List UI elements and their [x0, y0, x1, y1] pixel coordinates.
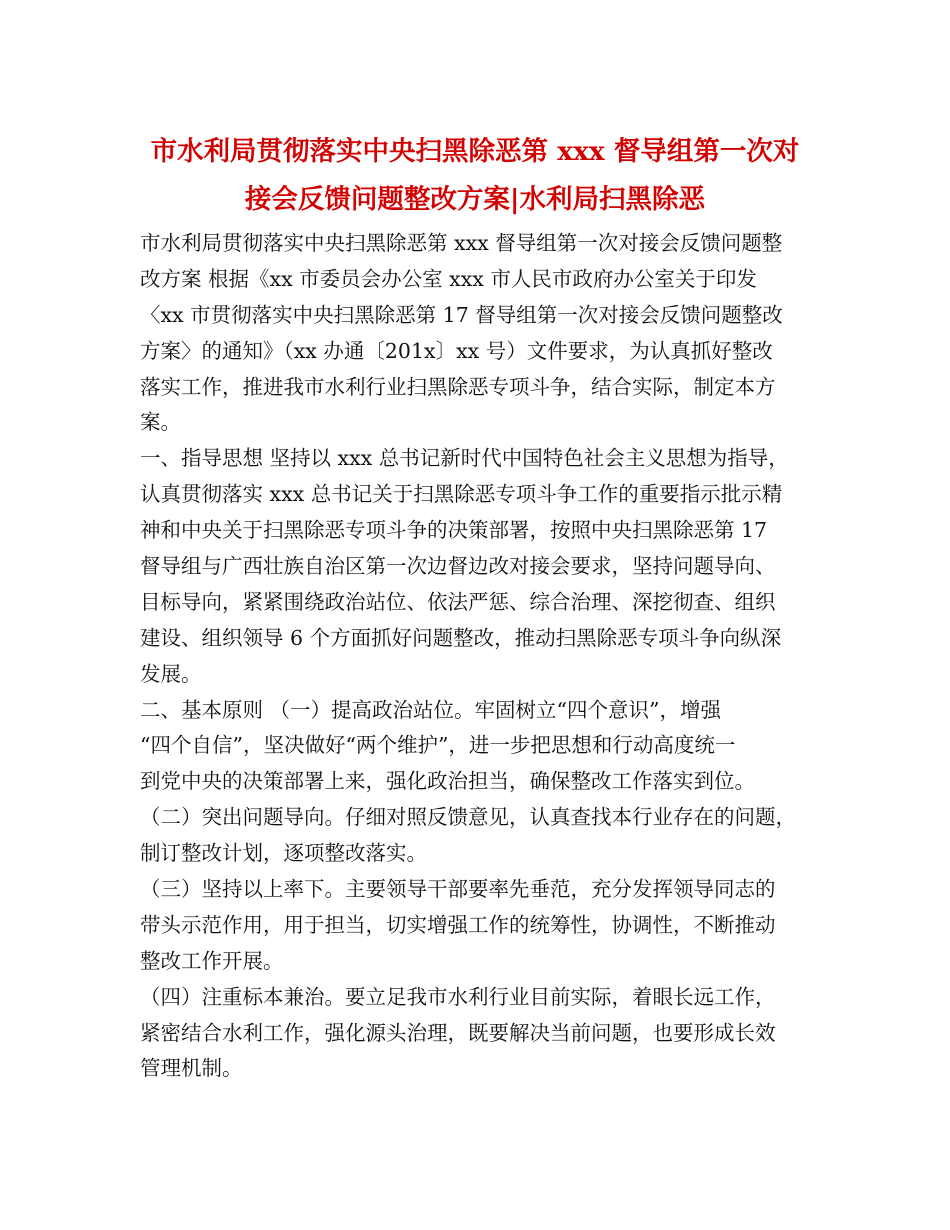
body-line: 带头示范作用，用于担当，切实增强工作的统筹性，协调性，不断推动 — [140, 912, 776, 937]
document-title — [120, 128, 830, 224]
body-line: （二）突出问题导向。仔细对照反馈意见，认真查找本行业存在的问题， — [140, 805, 796, 830]
title-line: 市水利局贯彻落实中央扫黑除恶第 xxx 督导组第一次对 — [150, 136, 800, 167]
body-line: 督导组与广西壮族自治区第一次边督边改对接会要求，坚持问题导向、 — [140, 554, 776, 579]
body-line: 落实工作，推进我市水利行业扫黑除恶专项斗争，结合实际，制定本方 — [140, 374, 776, 399]
body-line: 到党中央的决策部署上来，强化政治担当，确保整改工作落实到位。 — [140, 769, 755, 794]
body-line: 发展。 — [140, 661, 202, 686]
body-line: 建设、组织领导 6 个方面抓好问题整改，推动扫黑除恶专项斗争向纵深 — [140, 625, 782, 650]
body-line: 市水利局贯彻落实中央扫黑除恶第 xxx 督导组第一次对接会反馈问题整 — [140, 231, 783, 255]
body-line: 改方案 根据《xx 市委员会办公室 xxx 市人民市政府办公室关于印发 — [140, 266, 757, 291]
body-line: 神和中央关于扫黑除恶专项斗争的决策部署，按照中央扫黑除恶第 17 — [140, 518, 768, 543]
body-line: “四个自信”，坚决做好“两个维护”，进一步把思想和行动高度统一 — [140, 733, 736, 758]
body-line: 认真贯彻落实 xxx 总书记关于扫黑除恶专项斗争工作的重要指示批示精 — [140, 482, 783, 507]
body-line: 方案〉的通知》（xx 办通〔201x〕xx 号）文件要求，为认真抓好整改 — [140, 338, 773, 363]
body-line: （四）注重标本兼治。要立足我市水利行业目前实际，着眼长远工作， — [140, 984, 776, 1009]
body-line: 案。 — [140, 410, 181, 435]
body-line: 〈xx 市贯彻落实中央扫黑除恶第 17 督导组第一次对接会反馈问题整改 — [140, 302, 783, 327]
body-line: 整改工作开展。 — [140, 948, 284, 973]
document-body — [140, 226, 820, 1087]
body-line: 一、指导思想 坚持以 xxx 总书记新时代中国特色社会主义思想为指导， — [140, 446, 789, 471]
body-line: 管理机制。 — [140, 1056, 243, 1081]
body-line: 制订整改计划，逐项整改落实。 — [140, 841, 427, 866]
body-line: 紧密结合水利工作，强化源头治理，既要解决当前问题，也要形成长效 — [140, 1020, 776, 1045]
body-line: 二、基本原则 （一）提高政治站位。牢固树立“四个意识”，增强 — [140, 697, 721, 722]
body-line: （三）坚持以上率下。主要领导干部要率先垂范，充分发挥领导同志的 — [140, 877, 776, 902]
body-line: 目标导向，紧紧围绕政治站位、依法严惩、综合治理、深挖彻查、组织 — [140, 589, 776, 614]
title-line: 接会反馈问题整改方案|水利局扫黑除恶 — [244, 184, 706, 215]
